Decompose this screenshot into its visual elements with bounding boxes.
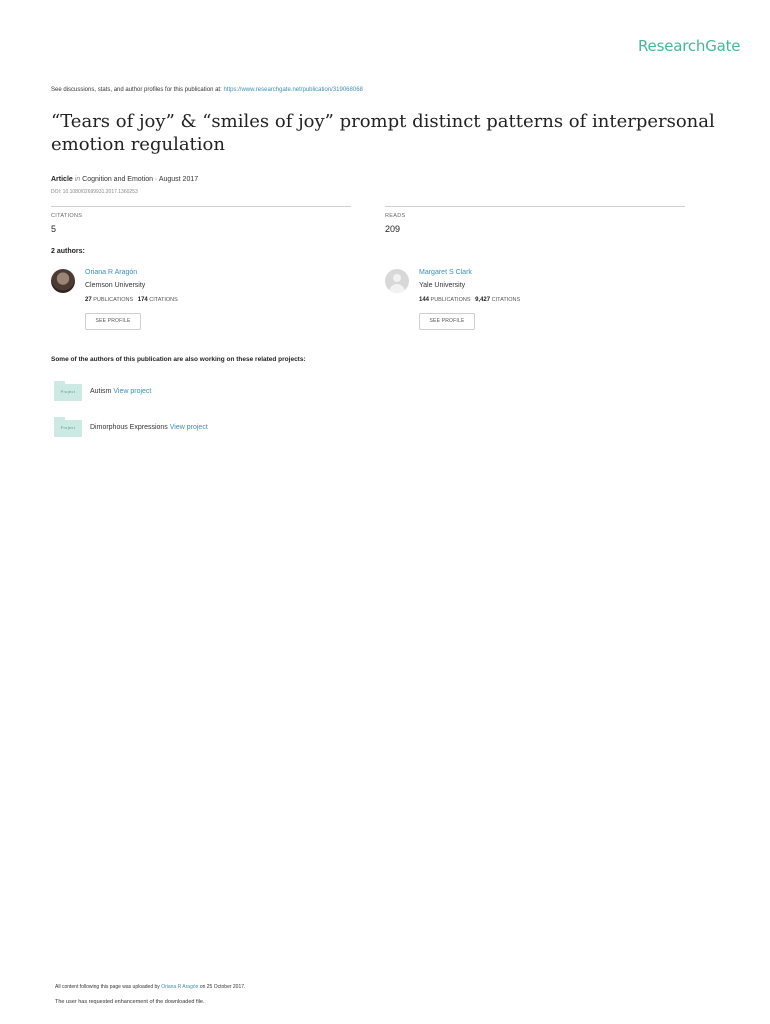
- see-profile-button[interactable]: SEE PROFILE: [419, 313, 475, 330]
- author-citations-label: CITATIONS: [491, 297, 521, 303]
- citations-label: CITATIONS: [51, 213, 83, 219]
- upload-suffix: on 25 October 2017.: [198, 984, 246, 990]
- author-stats: [419, 297, 520, 303]
- author-citations-label: CITATIONS: [149, 297, 178, 303]
- enhancement-note: The user has requested enhancement of the downloaded file.: [55, 999, 205, 1005]
- reads-count: 209: [385, 224, 401, 234]
- project-name: Autism: [90, 388, 112, 395]
- user-icon-body: [389, 284, 405, 293]
- publications-count: 144: [419, 297, 430, 303]
- user-icon-head: [393, 274, 401, 282]
- publications-count: 27: [85, 297, 92, 303]
- author-citations-count: 174: [137, 297, 148, 303]
- default-user-icon[interactable]: [385, 269, 409, 293]
- project-item: [90, 424, 208, 431]
- publication-meta: [51, 176, 198, 183]
- uploader-link[interactable]: Oriana R Aragón: [161, 984, 199, 990]
- publication-doi: DOI: 10.1080/02699931.2017.1360253: [51, 189, 138, 195]
- author-name-link[interactable]: Oriana R Aragón: [85, 269, 138, 276]
- researchgate-logo[interactable]: ResearchGate: [638, 37, 741, 55]
- related-projects-heading: Some of the authors of this publication are also working on these related projects:: [51, 356, 306, 363]
- source-note: [51, 87, 363, 93]
- in-word: in: [74, 176, 81, 183]
- folder-label: Project: [60, 390, 76, 394]
- publication-url-link[interactable]: https://www.researchgate.net/publication/319068068: [223, 87, 363, 93]
- publications-label: PUBLICATIONS: [430, 297, 471, 303]
- author-citations-count: 9,427: [475, 297, 491, 303]
- citations-divider: [51, 206, 351, 207]
- reads-label: READS: [385, 213, 406, 219]
- folder-icon[interactable]: [54, 417, 82, 439]
- source-note-text: See discussions, stats, and author profiles for this publication at:: [51, 87, 224, 93]
- author-name-link[interactable]: Margaret S Clark: [419, 269, 472, 276]
- publication-title: “Tears of joy” & “smiles of joy” prompt distinct patterns of interpersonal emotion regulation: [51, 111, 715, 155]
- project-name: Dimorphous Expressions: [90, 424, 168, 431]
- author-photo-aragon[interactable]: [51, 269, 75, 293]
- author-institution: Yale University: [419, 282, 466, 289]
- upload-note: [55, 984, 245, 990]
- publications-label: PUBLICATIONS: [93, 297, 134, 303]
- view-project-link[interactable]: View project: [113, 388, 152, 395]
- authors-heading: 2 authors:: [51, 248, 85, 255]
- folder-label: Project: [60, 426, 76, 430]
- citations-count: 5: [51, 224, 57, 234]
- reads-divider: [385, 206, 685, 207]
- view-project-link[interactable]: View project: [169, 424, 208, 431]
- author-institution: Clemson University: [85, 282, 146, 289]
- publication-venue: Cognition and Emotion · August 2017: [82, 176, 199, 183]
- upload-prefix: All content following this page was uploaded by: [55, 984, 162, 990]
- author-stats: [85, 297, 178, 303]
- project-item: [90, 388, 151, 395]
- publication-type: Article: [51, 176, 73, 183]
- folder-icon[interactable]: [54, 381, 82, 403]
- see-profile-button[interactable]: SEE PROFILE: [85, 313, 141, 330]
